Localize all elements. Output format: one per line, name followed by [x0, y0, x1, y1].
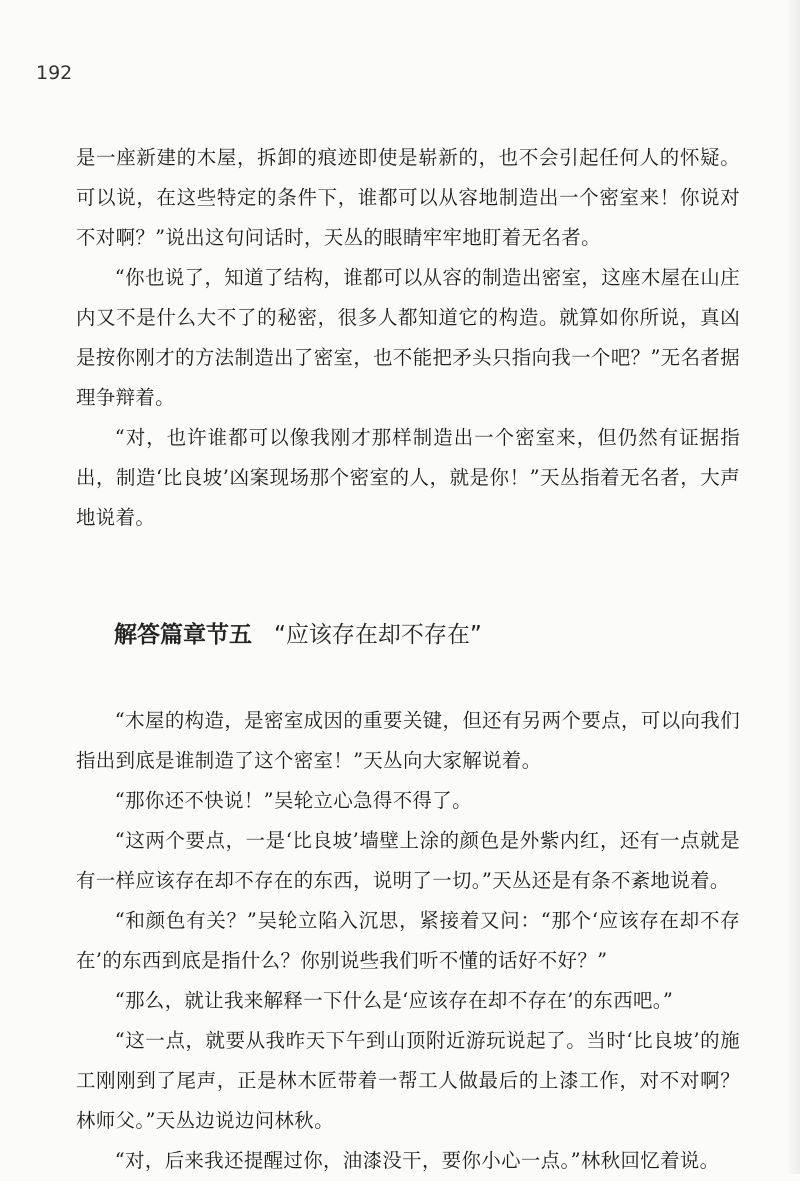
paragraph: “木屋的构造，是密室成因的重要关键，但还有另两个要点，可以向我们指出到底是谁制造了这个密室！”天丛向大家解说着。 — [76, 709, 740, 772]
page-edge-shadow — [786, 0, 800, 1174]
page-number: 192 — [36, 62, 73, 84]
paragraph: “对，后来我还提醒过你，油漆没干，要你小心一点。”林秋回忆着说。 — [114, 1149, 720, 1172]
paragraph: “这两个要点，一是‘比良坡’墙壁上涂的颜色是外紫内红，还有一点就是有一样应该存在却不存在的东西，说明了一切。”天丛还是有条不紊地说着。 — [76, 829, 740, 892]
paragraph: “和颜色有关？”吴轮立陷入沉思，紧接着又问：“那个‘应该存在却不存在’的东西到底是指什么？你别说些我们听不懂的话好不好？” — [76, 909, 740, 972]
chapter-label: 解答篇章节五 — [114, 622, 252, 648]
section-before-chapter — [76, 138, 740, 538]
section-after-chapter — [76, 701, 740, 1181]
chapter-heading — [114, 613, 740, 657]
chapter-title: “应该存在却不存在” — [274, 622, 482, 648]
paragraph: “对，也许谁都可以像我刚才那样制造出一个密室来，但仍然有证据指出，制造‘比良坡’凶案现场那个密室的人，就是你！”天丛指着无名者，大声地说着。 — [76, 426, 740, 529]
page-body — [76, 138, 740, 1181]
paragraph: “这一点，就要从我昨天下午到山顶附近游玩说起了。当时‘比良坡’的施工刚刚到了尾声，正是林木匠带着一帮工人做最后的上漆工作，对不对啊？林师父。”天丛边说边问林秋。 — [76, 1029, 740, 1132]
paragraph: “那么，就让我来解释一下什么是‘应该存在却不存在’的东西吧。” — [114, 989, 674, 1012]
paragraph: “你也说了，知道了结构，谁都可以从容的制造出密室，这座木屋在山庄内又不是什么大不了的秘密，很多人都知道它的构造。就算如你所说，真凶是按你刚才的方法制造出了密室，也不能把矛头只指向我一个吧？”无名者据理争辩着。 — [76, 266, 740, 409]
paragraph: “那你还不快说！”吴轮立心急得不得了。 — [114, 789, 472, 812]
paragraph: 是一座新建的木屋，拆卸的痕迹即使是崭新的，也不会引起任何人的怀疑。可以说，在这些特定的条件下，谁都可以从容地制造出一个密室来！你说对不对啊？”说出这句问话时，天丛的眼睛牢牢地盯着无名者。 — [76, 146, 740, 249]
